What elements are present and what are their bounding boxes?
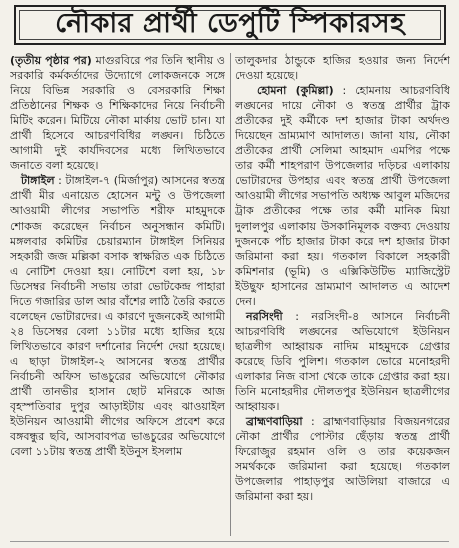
continuation-tag: (তৃতীয় পৃষ্ঠার পর) <box>10 54 92 67</box>
column-left <box>10 53 225 538</box>
paragraph-text: তালুকদার ঠান্ডুকে হাজির হওয়ার জন্য নির্দেশ দেওয়া হয়েছে। <box>235 54 450 83</box>
paragraph-tangail <box>10 173 225 459</box>
paragraph-narsingdi <box>235 309 450 414</box>
paragraph-homna <box>235 83 450 309</box>
dateline-homna: হোমনা (কুমিল্লা) <box>257 84 334 98</box>
dateline-narsingdi: নরসিংদী <box>246 309 283 323</box>
paragraph-text: : টাঙ্গাইল-৭ (মির্জাপুর) আসনের স্বতন্ত্র প্রার্থী মীর এনায়েত হোসেন মন্টু ও উপজেলা আওয়ামী লীগের সভাপতি শরীফ মাহমুদকে শোকজ করেছেন নির্বাচন অনুসন্ধান কমিটি। মঙ্গলবার কমিটির চেয়ারম্যান টাঙ্গাইল সিনিয়র সহকারী জজ মল্লিকা বসাক স্বাক্ষরিত এক চিঠিতে এ নোটিশ দেওয়া হয়। নোটিশে বলা হয়, ১৮ ডিসেম্বর নির্বাচনী সভায় তারা ভোটকেন্দ্র পাহারা দিতে গজারির ডাল আর বাঁশের লাঠি তৈরি করতে বলেছেন ভোটারদের। এ কারণে দুজনকেই আগামী ২৪ ডিসেম্বর বেলা ১১টার মধ্যে হাজির হয়ে লিখিতভাবে কারণ দর্শানোর নির্দেশ দেয়া হয়েছে। এ ছাড়া টাঙ্গাইল-২ আসনের স্বতন্ত্র প্রার্থীর নির্বাচনী অফিস ভাঙচুরের অভিযোগে নৌকার প্রার্থী তানভীর হাসান ছোট মনিরকে আজ বৃহস্পতিবার দুপুর আড়াইটায় এবং ঝাওয়াইল ইউনিয়ন আওয়ামী লীগের অফিসে প্রবেশ করে বঙ্গবন্ধুর ছবি, আসবাবপত্র ভাঙচুরের অভিযোগে বেলা ১১টায় স্বতন্ত্র প্রার্থী ইউনুস ইসলাম <box>10 174 225 459</box>
paragraph-text: মাগুরবিরে পর তিনি স্থানীয় ও সরকারি কর্মকর্তাদের উদ্যোগে লোকজনকে সঙ্গে নিয়ে বিভিন্ন সরকারি ও বেসরকারি শিক্ষা প্রতিষ্ঠানের শিক্ষক ও শিক্ষিকাদের নিয়ে নির্বাচনী মিটিং করেন। মিটিয়ে নৌকা মার্কায় ভোট চান। যা প্রার্থী হিসেবে আচরণবিধির লঙ্ঘন। চিঠিতে আগামী দুই কার্যদিবসের মধ্যে লিখিতভাবে জনাতে বলা হয়েছে। <box>10 54 225 173</box>
paragraph-text: : নরসিংদী-৪ আসনে নির্বাচনী আচরণবিধি লঙ্ঘনের অভিযোগে ইউনিয়ন ছাত্রলীগ আহ্বায়ক নাদিম মাহমুদকে গ্রেপ্তার করেছে ডিবি পুলিশ। গতকাল ভোরে মনোহরদী এলাকার নিজ বাসা থেকে তাকে গ্রেপ্তার করা হয়। তিনি মনোহরদীর দৌলতপুর ইউনিয়ন ছাত্রলীগের আহ্বায়ক। <box>235 309 450 414</box>
paragraph-text: : হোমনায় আচরণবিধি লঙ্ঘনের দায়ে নৌকা ও স্বতন্ত্র প্রার্থীর ট্রাক প্রতীকের দুই কর্মীকে দশ হাজার টাকা অর্থদণ্ড দিয়েছেন ভ্রাম্যমাণ আদালত। জানা যায়, নৌকা প্রতীকের প্রার্থী সেলিমা আহমাদ এমপির পক্ষে তার কর্মী শাহপরাণ উপজেলার দড়িচর এলাকায় ভোটারদের উপহার এবং স্বতন্ত্র প্রার্থী উপজেলা আওয়ামী লীগের সভাপতি অধ্যক্ষ আবুল মজিদের ট্রাক প্রতীকের পক্ষে তার কর্মী মানিক মিয়া দুলালপুর এলাকায় উসকানিমূলক বক্তব্য দেওয়ায় দুজনকে পাঁচ হাজার টাকা করে দশ হাজার টাকা জরিমানা করা হয়। গতকাল বিকালে সহকারী কমিশনার (ভূমি) ও এক্সিকিউটিভ ম্যাজিস্ট্রেট ইউছুফ হাসানের ভ্রাম্যমাণ আদালত এ আদেশ দেন। <box>235 84 450 308</box>
article-columns <box>10 53 450 538</box>
headline: নৌকার প্রার্থী ডেপুটি স্পিকারসহ <box>55 7 405 39</box>
paragraph-continuation-2 <box>235 53 450 83</box>
paragraph-continuation <box>10 53 225 173</box>
column-right <box>235 53 450 538</box>
paragraph-text: : ব্রাহ্মণবাড়িয়ার বিজয়নগরের নৌকা প্রার্থীর পোস্টার ছেঁড়ায় স্বতন্ত্র প্রার্থী ফিরোজুর রহমান ওলি ও তার কয়েকজন সমর্থককে জরিমানা করা হয়েছে। গতকাল উপজেলার পাহাড়পুর আউলিয়া বাজারে এ জরিমানা করা হয়। <box>235 415 450 504</box>
dateline-brahmanbaria: ব্রাহ্মণবাড়িয়া <box>246 415 303 429</box>
bottom-rule <box>10 541 449 542</box>
headline-box <box>14 5 446 45</box>
paragraph-brahmanbaria <box>235 414 450 504</box>
dateline-tangail: টাঙ্গাইল <box>21 174 55 188</box>
